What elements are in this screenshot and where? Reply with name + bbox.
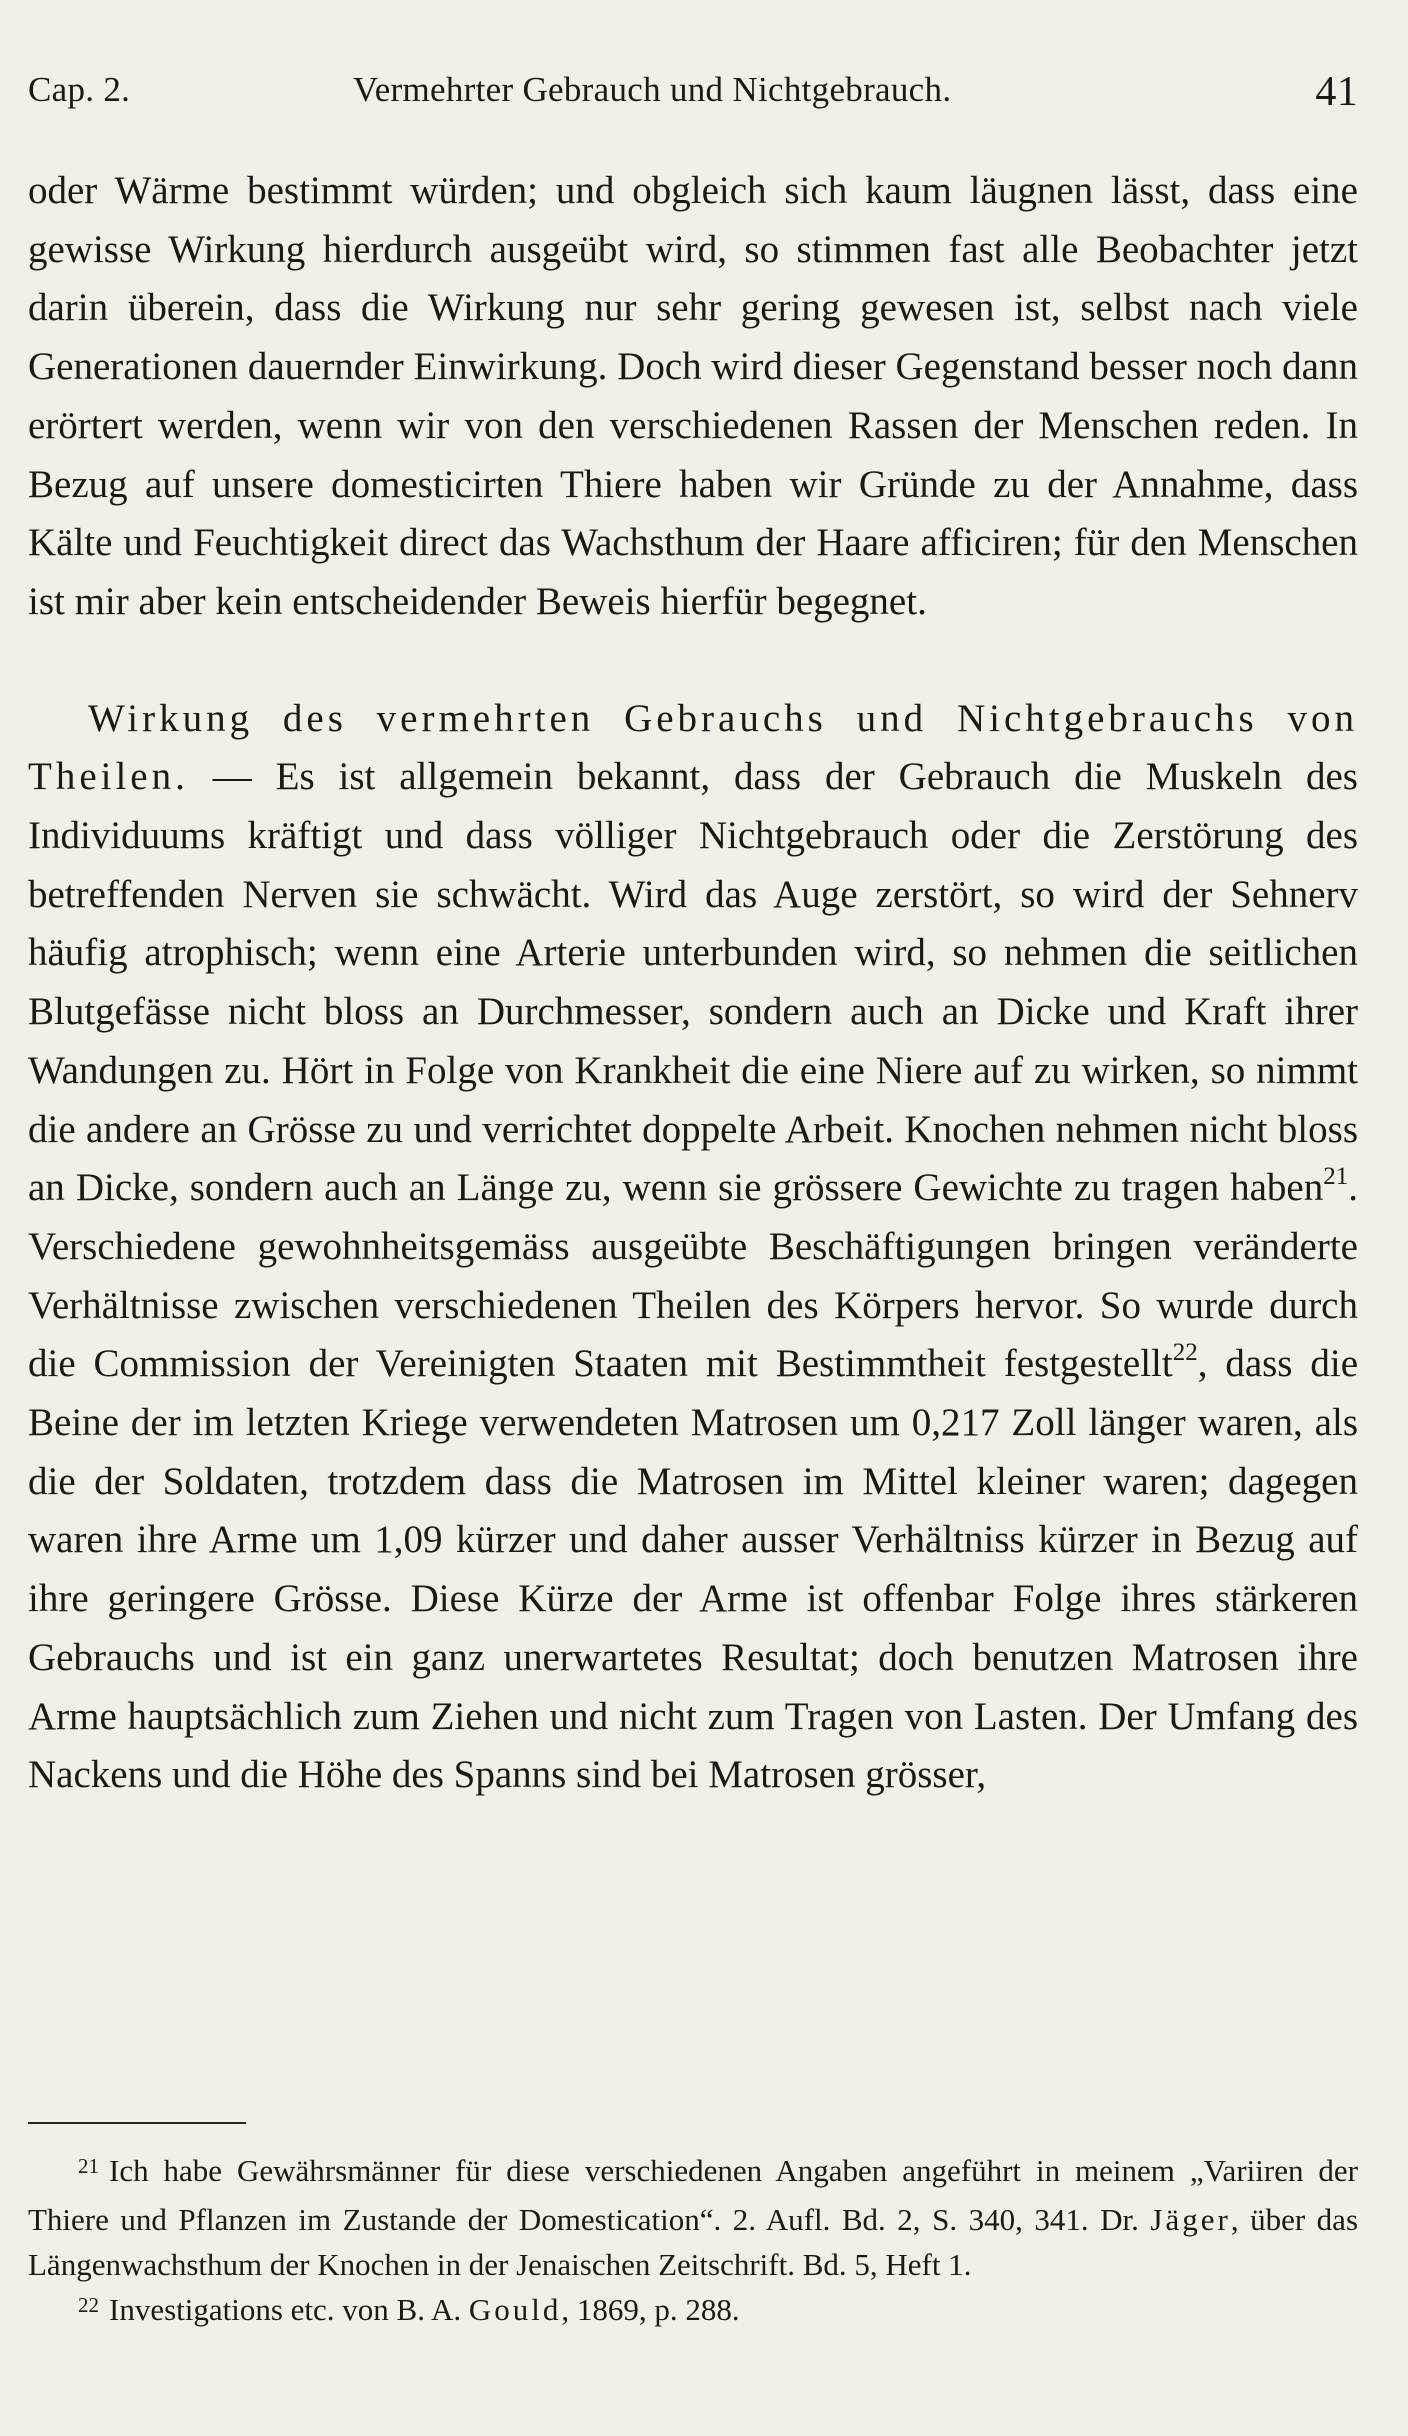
footnote-author: Gould (468, 2292, 562, 2327)
footnote-text: Ich habe Gewährsmänner für diese verschiedenen Angaben angeführt in meinem „Variiren der Thiere und Pflanzen im Zustande der Domestication“. 2. Aufl. Bd. 2, S. 340, 341. Dr. (28, 2153, 1358, 2237)
chapter-label: Cap. 2. (28, 70, 131, 109)
footnote-text: , 1869, p. 288. (561, 2292, 740, 2327)
paragraph-2-part-c: , dass die Beine der im letzten Kriege verwendeten Matrosen um 0,217 Zoll länger waren, als die der Soldaten, trotzdem dass die Matrosen im Mittel kleiner waren; dagegen waren ihre Arme um 1,09 kürzer und daher ausser Verhältniss kürzer in Bezug auf ihre geringere Grösse. Diese Kürze der Arme ist offenbar Folge ihres stärkeren Gebrauchs und ist ein ganz unerwartetes Resultat; doch benutzen Matrosen ihre Arme hauptsächlich zum Ziehen und nicht zum Tragen von Lasten. Der Umfang des Nackens und die Höhe des Spanns sind bei Matrosen grösser, (28, 1342, 1358, 1797)
body-text (28, 162, 1358, 1805)
footnote-author: Jäger (1150, 2202, 1231, 2237)
footnote-mark: 22 (78, 2293, 99, 2317)
running-title: Vermehrter Gebrauch und Nichtgebrauch. (353, 70, 952, 109)
footnote-22 (28, 2287, 1358, 2336)
section-heading: Wirkung des vermehrten Gebrauchs und Nichtgebrauchs von Theilen. (28, 696, 1358, 799)
paragraph-2 (28, 690, 1358, 1805)
footnotes (28, 2148, 1358, 2336)
footnote-text: Investigations etc. von B. A. (109, 2292, 469, 2327)
footnote-21 (28, 2148, 1358, 2287)
footnote-text: , über das Längenwachsthum der Knochen in der Jenaischen Zeitschrift. Bd. 5, Heft 1. (28, 2202, 1359, 2282)
footnote-mark: 21 (78, 2154, 99, 2178)
paragraph-2-part-b: . Verschiedene gewohnheitsgemäss ausgeübte Beschäftigungen bringen veränderte Verhältnisse zwischen verschiedenen Theilen des Körpers hervor. So wurde durch die Commission der Vereinigten Staaten mit Bestimmtheit festgestellt (28, 1166, 1358, 1386)
footnote-ref-21: 21 (1323, 1163, 1349, 1191)
page-number: 41 (1315, 69, 1358, 115)
footnote-ref-22: 22 (1172, 1339, 1198, 1367)
paragraph-2-part-a: — Es ist allgemein bekannt, dass der Gebrauch die Muskeln des Individuums kräftigt und dass völliger Nichtgebrauch oder die Zerstörung des betreffenden Nerven sie schwächt. Wird das Auge zerstört, so wird der Sehnerv häufig atrophisch; wenn eine Arterie unterbunden wird, so nehmen die seitlichen Blutgefässe nicht bloss an Durchmesser, sondern auch an Dicke und Kraft ihrer Wandungen zu. Hört in Folge von Krankheit die eine Niere auf zu wirken, so nimmt die andere an Grösse zu und verrichtet doppelte Arbeit. Knochen nehmen nicht bloss an Dicke, sondern auch an Länge zu, wenn sie grössere Gewichte zu tragen haben (28, 755, 1358, 1210)
paragraph-1: oder Wärme bestimmt würden; und obgleich sich kaum läugnen lässt, dass eine gewisse Wirkung hierdurch ausgeübt wird, so stimmen fast alle Beobachter jetzt darin überein, dass die Wirkung nur sehr gering gewesen ist, selbst nach viele Generationen dauernder Einwirkung. Doch wird dieser Gegenstand besser noch dann erörtert werden, wenn wir von den verschiedenen Rassen der Menschen reden. In Bezug auf unsere domesticirten Thiere haben wir Gründe zu der Annahme, dass Kälte und Feuchtigkeit direct das Wachsthum der Haare afficiren; für den Menschen ist mir aber kein entscheidender Beweis hierfür begegnet. (28, 169, 1358, 623)
footnote-divider (28, 2122, 246, 2124)
running-header (28, 70, 1358, 130)
